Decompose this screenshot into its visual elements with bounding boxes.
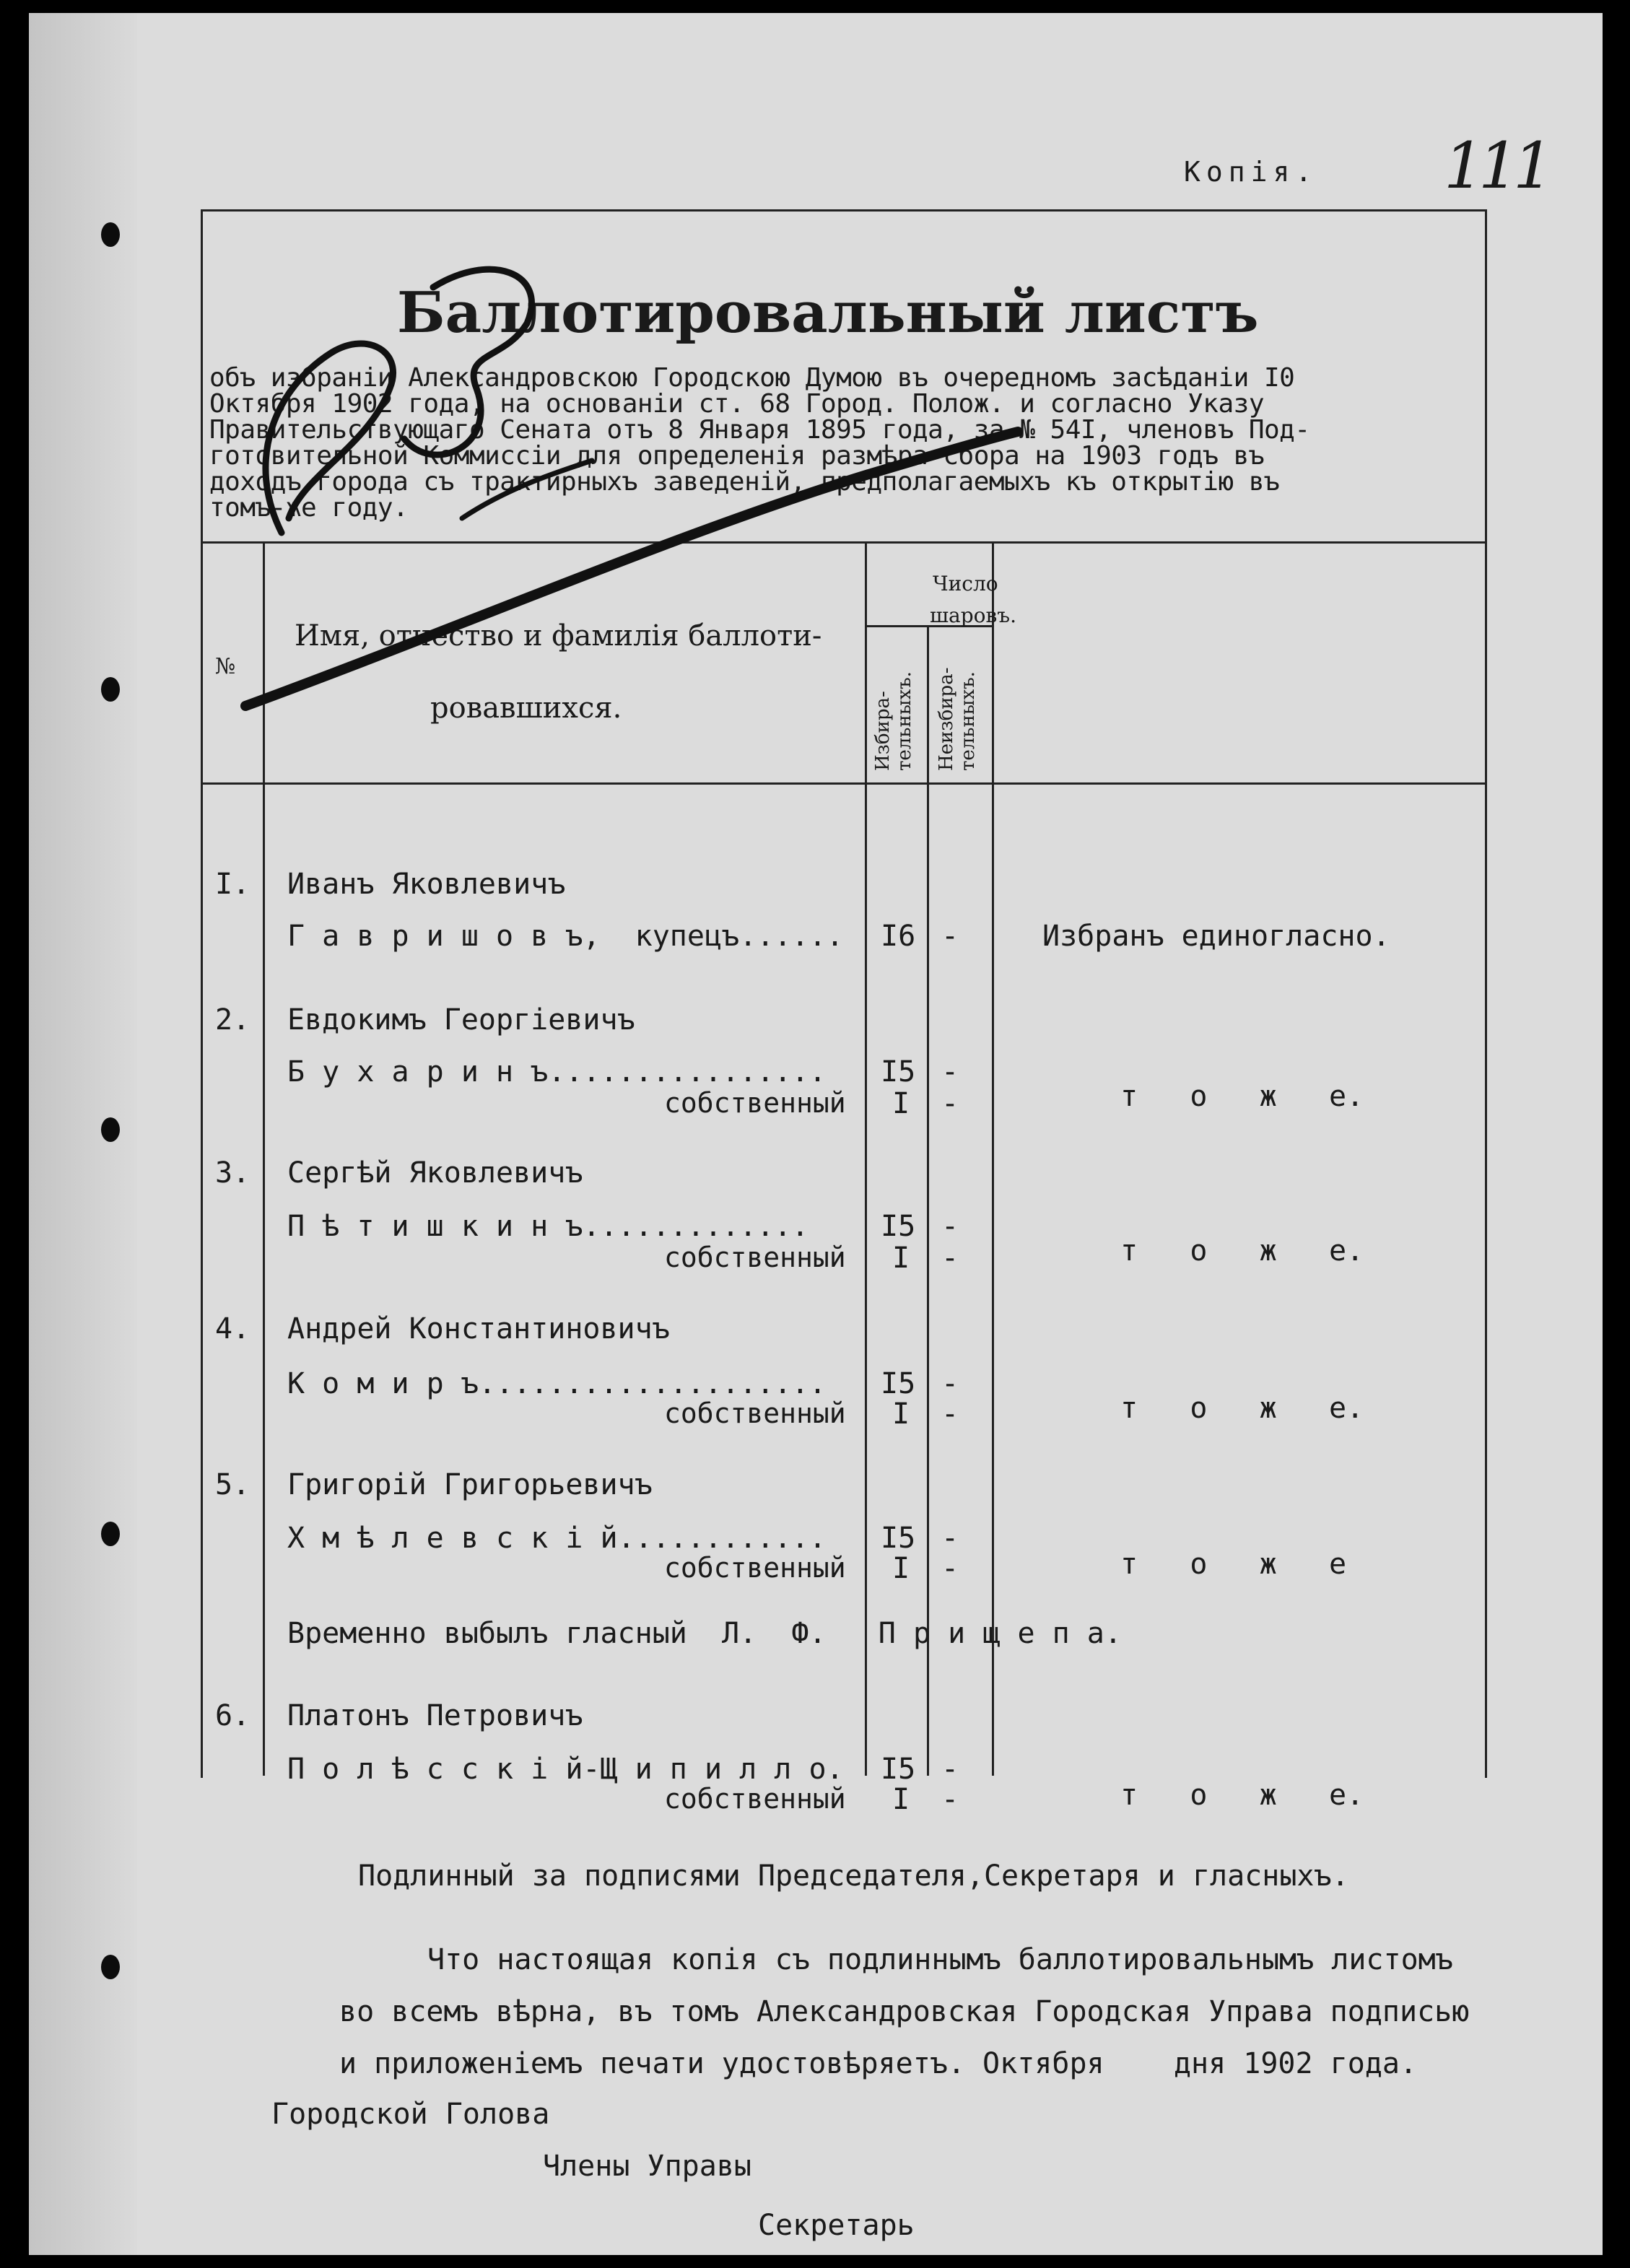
- row-number: 6.: [215, 1699, 250, 1732]
- certification-line: Что настоящая копія съ подлиннымъ баллотировальнымъ листомъ: [427, 1943, 1453, 1976]
- row-against-count: -: [941, 920, 959, 953]
- row-number: 4.: [215, 1312, 250, 1345]
- board-members-label: Члены Управы: [543, 2150, 751, 2183]
- name-column-header: Имя, отчество и фамилія баллоти-: [295, 619, 822, 653]
- row-last-name: К о м и р ъ....................: [287, 1367, 827, 1400]
- num-column-header: №: [215, 654, 236, 679]
- row-number: 3.: [215, 1156, 250, 1190]
- count-column-header: Число: [933, 572, 998, 596]
- name-column-header-cont: ровавшихся.: [430, 692, 622, 725]
- row-own-against: -: [941, 1397, 959, 1431]
- row-own-against: -: [941, 1552, 959, 1585]
- row-for-count: I5: [881, 1210, 916, 1243]
- row-for-count: I5: [881, 1522, 916, 1555]
- row-for-count: I6: [881, 920, 916, 953]
- row-own-for: I: [892, 1552, 910, 1585]
- row-last-name: Б у х а р и н ъ................: [287, 1055, 827, 1089]
- for-column-header: Избира- тельныхъ.: [872, 671, 915, 771]
- row-against-count: -: [941, 1210, 959, 1243]
- row-last-name: Х м ѣ л е в с к і й............: [287, 1522, 827, 1555]
- row-number: 5.: [215, 1468, 250, 1501]
- handwritten-pencil-mark: [29, 13, 1603, 2255]
- row-against-count: -: [941, 1522, 959, 1555]
- against-column-header: Неизбира- тельныхъ.: [936, 667, 979, 771]
- row-own-vote-label: собственный: [664, 1783, 846, 1815]
- row-own-for: I: [892, 1242, 910, 1275]
- row-result: т о ж е.: [1120, 1080, 1364, 1113]
- row-number: 2.: [215, 1003, 250, 1037]
- row-own-against: -: [941, 1242, 959, 1275]
- certification-line: и приложеніемъ печати удостовѣряетъ. Октября дня 1902 года.: [339, 2047, 1418, 2080]
- row-first-name: Андрей Константиновичъ: [287, 1312, 670, 1345]
- row-first-name: Григорій Григорьевичъ: [287, 1468, 653, 1501]
- row-result: т о ж е.: [1120, 1779, 1364, 1812]
- row-for-count: I5: [881, 1055, 916, 1089]
- row-result: т о ж е: [1120, 1548, 1347, 1581]
- document-page: [29, 13, 1603, 2255]
- row-first-name: Евдокимъ Георгіевичъ: [287, 1003, 635, 1037]
- row-own-against: -: [941, 1783, 959, 1816]
- document-title: Баллотировальный листъ: [397, 280, 1259, 346]
- mayor-signature-label: Городской Голова: [271, 2098, 550, 2131]
- dropped-out-note: Временно выбылъ гласный Л. Ф. П р и щ е п а.: [287, 1617, 1122, 1650]
- document-intro: объ избраніи Александровскою Городскою Думою въ очередномъ засѣданіи I0 Октября 1902 года, на основаніи ст. 68 Город. Полож. и согласно Указу Правительствующаго Сената отъ 8 Января 1895 года, за № 54I, членовъ Под- готовительной Коммиссіи для определенія размѣра сбора на 1903 годъ въ доходъ города съ трактирныхъ заведеній, предполагаемыхъ къ открытію въ томъ-же году.: [209, 363, 1310, 523]
- row-own-vote-label: собственный: [664, 1087, 846, 1119]
- row-result: т о ж е.: [1120, 1392, 1364, 1425]
- row-against-count: -: [941, 1367, 959, 1400]
- row-last-name: П о л ѣ с с к і й-Щ и п и л л о.: [287, 1753, 844, 1786]
- row-own-vote-label: собственный: [664, 1397, 846, 1429]
- original-signatures-note: Подлинный за подписями Председателя,Секретаря и гласныхъ.: [358, 1859, 1349, 1893]
- row-own-vote-label: собственный: [664, 1552, 846, 1584]
- row-first-name: Сергѣй Яковлевичъ: [287, 1156, 583, 1190]
- row-last-name: П ѣ т и ш к и н ъ.............: [287, 1210, 809, 1243]
- row-for-count: I5: [881, 1753, 916, 1786]
- row-result: т о ж е.: [1120, 1234, 1364, 1268]
- copy-label: Копія.: [1184, 156, 1318, 188]
- row-first-name: Платонъ Петровичъ: [287, 1699, 583, 1732]
- row-against-count: -: [941, 1753, 959, 1786]
- row-number: I.: [215, 868, 250, 901]
- folio-number: 111: [1444, 128, 1548, 203]
- certification-line: во всемъ вѣрна, въ томъ Александровская Городская Управа подписью: [339, 1995, 1470, 2028]
- row-own-for: I: [892, 1087, 910, 1120]
- row-own-for: I: [892, 1783, 910, 1816]
- count-column-header-cont: шаровъ.: [930, 603, 1016, 627]
- row-for-count: I5: [881, 1367, 916, 1400]
- secretary-label: Секретарь: [758, 2209, 915, 2242]
- row-own-vote-label: собственный: [664, 1242, 846, 1273]
- row-result: Избранъ единогласно.: [1042, 920, 1390, 953]
- row-last-name: Г а в р и ш о в ъ, купецъ......: [287, 920, 844, 953]
- row-own-against: -: [941, 1087, 959, 1120]
- row-first-name: Иванъ Яковлевичъ: [287, 868, 566, 901]
- row-against-count: -: [941, 1055, 959, 1089]
- row-own-for: I: [892, 1397, 910, 1431]
